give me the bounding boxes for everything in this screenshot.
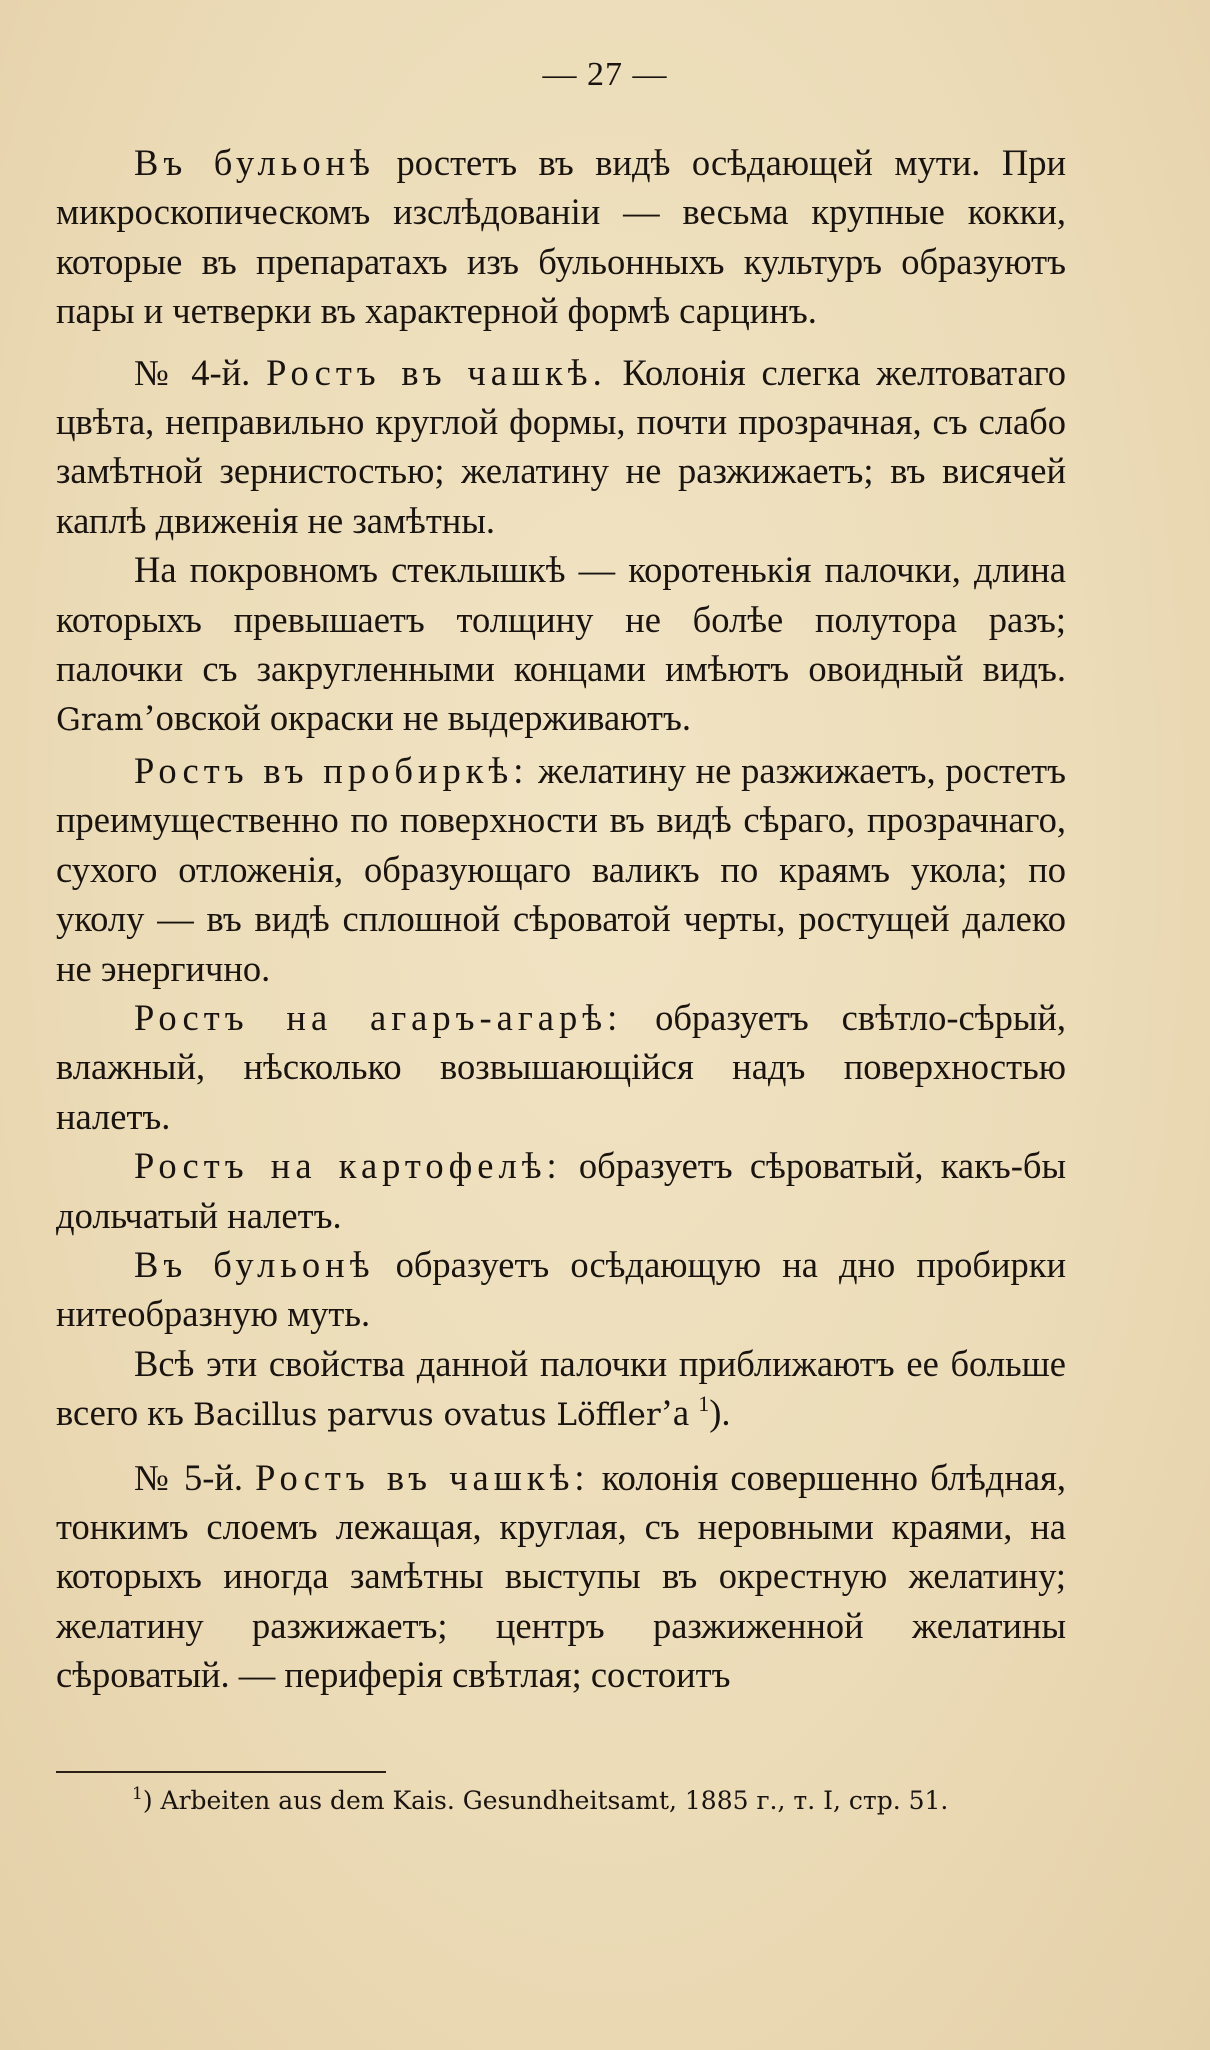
paragraph-text: № 4-й. bbox=[134, 351, 267, 393]
spaced-heading-text: Въ бульонѣ bbox=[134, 1243, 375, 1285]
paragraph-text: № 5-й. bbox=[134, 1456, 256, 1498]
footnote bbox=[132, 1784, 1072, 1818]
paragraph bbox=[56, 746, 1066, 993]
paragraph bbox=[56, 1339, 1066, 1441]
footnote-reference: 1 bbox=[698, 1391, 710, 1417]
spaced-heading-text: Ростъ въ чашкѣ. bbox=[266, 351, 607, 393]
footnote-marker-close: ) bbox=[142, 1786, 153, 1815]
latin-name-text: Gram bbox=[56, 702, 144, 739]
paragraph bbox=[56, 545, 1066, 746]
latin-name-text: Bacillus parvus ovatus Löffler bbox=[193, 1397, 661, 1434]
paragraph bbox=[56, 993, 1066, 1141]
paragraph-text: образуетъ сѣроватый, какъ-бы дольчатый налетъ. bbox=[56, 1145, 1066, 1236]
paragraph-text: ростетъ въ видѣ осѣдающей мути. При микроскопическомъ изслѣдованіи — весьма крупные кокки, которые въ препаратахъ изъ бульонныхъ культуръ образуютъ пары и четверки въ характерной формѣ сарцинъ. bbox=[56, 142, 1066, 332]
paragraph-text: На покровномъ стеклышкѣ — коротенькія палочки, длина которыхъ превышаетъ толщину не болѣе полутора разъ; палочки съ закругленными концами имѣютъ овоидный видъ. bbox=[56, 549, 1066, 690]
spaced-heading-text: Въ бульонѣ bbox=[134, 142, 375, 183]
paragraph-text: ’а bbox=[660, 1392, 699, 1434]
paragraph-text: образуетъ осѣдающую на дно пробирки нитеобразную муть. bbox=[56, 1243, 1066, 1335]
paragraph bbox=[56, 1453, 1066, 1700]
footnote-divider bbox=[56, 1771, 386, 1773]
paragraph-text: Всѣ эти свойства данной палочки приближаютъ ее больше всего къ bbox=[56, 1342, 1066, 1434]
paragraph bbox=[56, 1240, 1066, 1339]
spaced-heading-text: Ростъ на агаръ-агарѣ: bbox=[134, 996, 623, 1038]
body-text bbox=[56, 138, 1066, 1700]
spaced-heading-text: Ростъ въ пробиркѣ: bbox=[134, 749, 529, 791]
footnote-marker: 1 bbox=[132, 1784, 143, 1804]
paragraph-text: образуетъ свѣтло-сѣрый, влажный, нѣсколько возвышающійся надъ поверхностью налетъ. bbox=[56, 996, 1066, 1137]
paragraph-text: желатину не разжижаетъ, ростетъ преимущественно по поверхности въ видѣ сѣраго, прозрачнаго, сухого отложенія, образующаго валикъ по краямъ укола; по уколу — въ видѣ сплошной сѣроватой черты, ростущей далеко не энергично. bbox=[56, 749, 1066, 989]
spaced-heading-text: Ростъ въ чашкѣ: bbox=[255, 1456, 590, 1498]
paragraph-text: ’овской окраски не выдерживаютъ. bbox=[143, 697, 691, 739]
paragraph bbox=[56, 1141, 1066, 1240]
paragraph bbox=[56, 348, 1066, 546]
paragraph bbox=[56, 138, 1066, 336]
page-number: — 27 — bbox=[542, 56, 668, 93]
paragraph-text: колонія совершенно блѣдная, тонкимъ слоемъ лежащая, круглая, съ неровными краями, на которыхъ иногда замѣтны выступы въ окрестную желатину; желатину разжижаетъ; центръ разжиженной желатины сѣроватый. — периферія свѣтлая; состоитъ bbox=[56, 1456, 1066, 1696]
paragraph-text: Колонія слегка желтоватаго цвѣта, неправильно круглой формы, почти прозрачная, съ слабо замѣтной зернистостью; желатину не разжижаетъ; въ висячей каплѣ движенія не замѣтны. bbox=[56, 351, 1066, 541]
footnote-text: Arbeiten aus dem Kais. Gesundheitsamt, 1885 г., т. I, стр. 51. bbox=[160, 1786, 949, 1815]
spaced-heading-text: Ростъ на картофелѣ: bbox=[134, 1145, 562, 1187]
paragraph-text: ). bbox=[709, 1392, 731, 1434]
